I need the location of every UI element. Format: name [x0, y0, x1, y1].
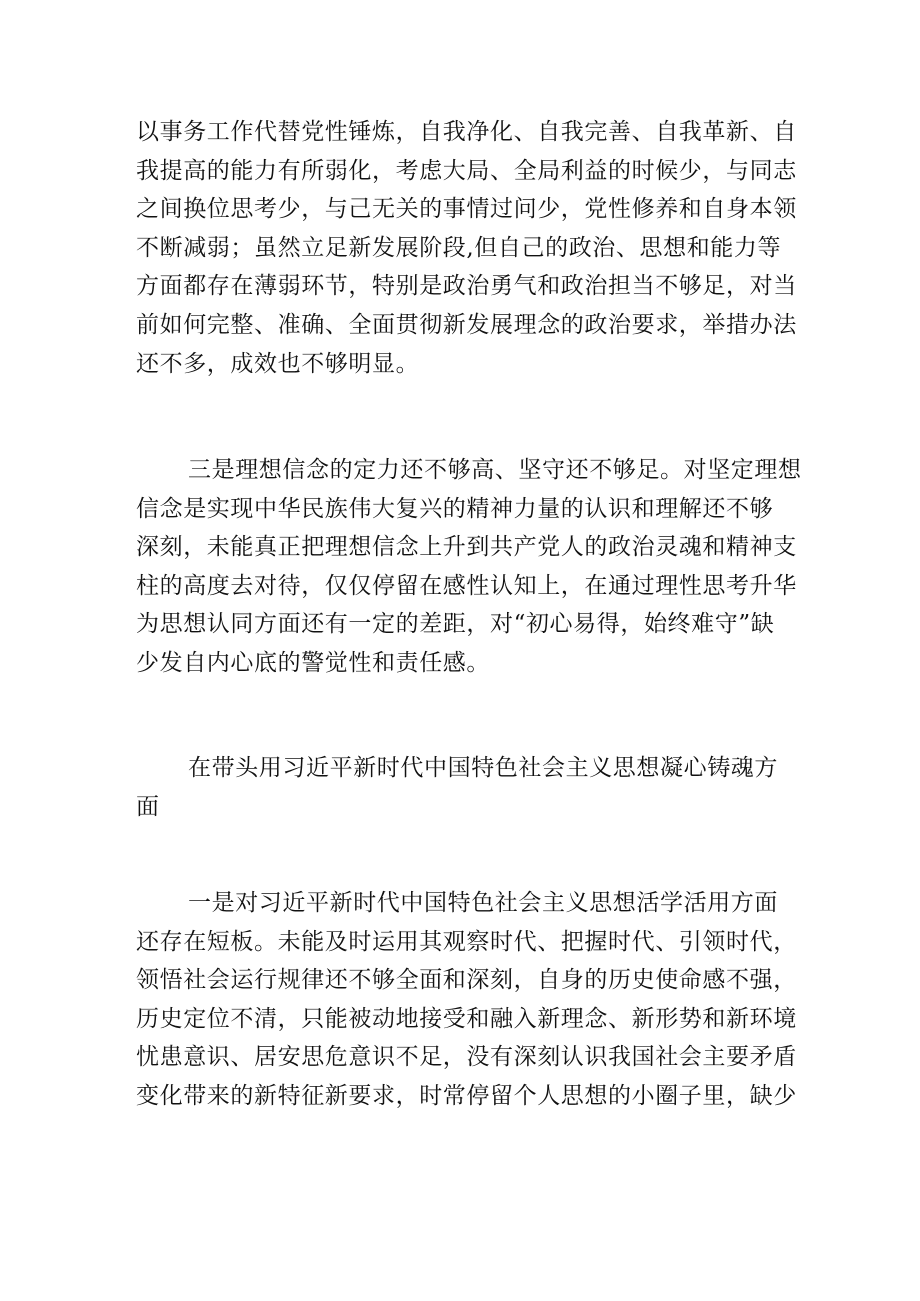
text-line: 以事务工作代替党性锤炼，自我净化、自我完善、自我革新、自	[136, 119, 797, 145]
text-line: 深刻，未能真正把理想信念上升到共产党人的政治灵魂和精神支	[136, 534, 797, 561]
text-line: 在带头用习近平新时代中国特色社会主义思想凝心铸魂方	[188, 755, 778, 781]
paragraph-party-spirit	[136, 113, 796, 383]
paragraph-study-application	[136, 884, 796, 1116]
text-line: 历史定位不清，只能被动地接受和融入新理念、新形势和新环境	[136, 1005, 797, 1032]
text-line: 少发自内心底的警觉性和责任感。	[136, 649, 490, 676]
text-line: 一是对习近平新时代中国特色社会主义思想活学活用方面	[188, 890, 778, 916]
text-line: 变化带来的新特征新要求，时常停留个人思想的小圈子里，缺少	[136, 1082, 797, 1109]
text-line: 为思想认同方面还有一定的差距，对“初心易得，始终难守”缺	[136, 611, 775, 638]
text-line: 领悟社会运行规律还不够全面和深刻，自身的历史使命感不强，	[136, 967, 797, 994]
text-line: 忧患意识、居安思危意识不足，没有深刻认识我国社会主要矛盾	[136, 1044, 797, 1071]
text-line: 还不多，成效也不够明显。	[136, 350, 420, 377]
text-line: 前如何完整、准确、全面贯彻新发展理念的政治要求，举措办法	[136, 311, 797, 338]
text-line: 不断减弱；虽然立足新发展阶段,但自己的政治、思想和能力等	[136, 234, 782, 261]
section-heading	[136, 749, 796, 826]
text-line: 方面都存在薄弱环节，特别是政治勇气和政治担当不够足，对当	[136, 273, 797, 300]
paragraph-ideals-beliefs	[136, 451, 802, 683]
text-line: 还存在短板。未能及时运用其观察时代、把握时代、引领时代，	[136, 928, 797, 955]
text-line: 之间换位思考少，与己无关的事情过问少，党性修养和自身本领	[136, 196, 797, 223]
text-line: 三是理想信念的定力还不够高、坚守还不够足。对坚定理想	[188, 457, 802, 483]
text-line: 柱的高度去对待，仅仅停留在感性认知上，在通过理性思考升华	[136, 572, 797, 599]
text-line: 我提高的能力有所弱化，考虑大局、全局利益的时候少，与同志	[136, 157, 797, 184]
text-line: 面	[136, 793, 160, 820]
text-line: 信念是实现中华民族伟大复兴的精神力量的认识和理解还不够	[136, 495, 774, 522]
